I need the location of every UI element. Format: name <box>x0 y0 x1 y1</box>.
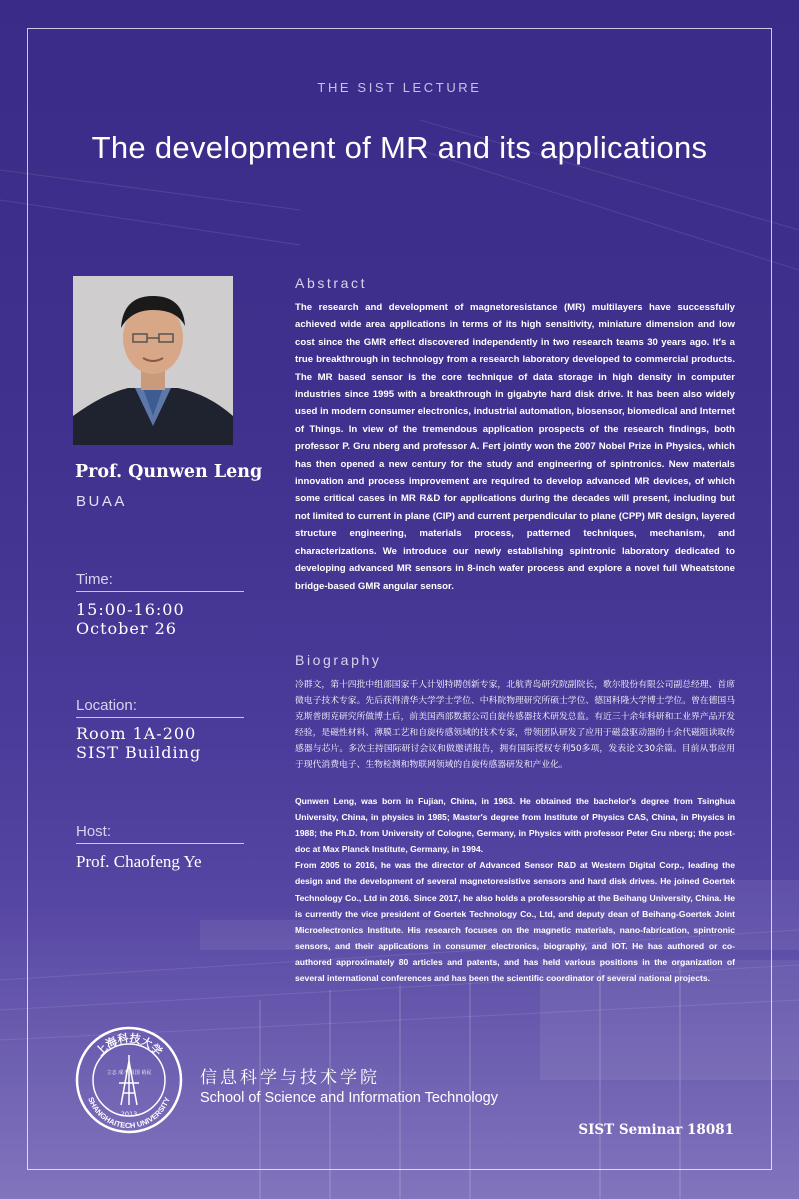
logo-motto: 立志 成才 报国 裕民 <box>106 1070 152 1076</box>
abstract-heading: Abstract <box>295 275 368 291</box>
logo-year: 2013 <box>120 1110 138 1118</box>
time-label: Time: <box>76 571 244 592</box>
abstract-text: The research and development of magnetoresistance (MR) multilayers have successfully achieved wide area applications in terms of its high sensitivity, miniature dimension and low cost since the GMR effect discovered independently in two research teams 30 years ago. It′s a true breakthrough in technology from a research laboratory developed to commercial products. The MR based sensor is the core technique of data storage in high density in computer industries since 1995 with a breakthrough in gigabyte hard disk drive. It has been also widely used in modern consumer electronics, industrial automation, biosensor, biomedical and Internet of Things. In view of the tremendous application prospects of the research findings, both professor P. Gru nberg and professor A. Fert jointly won the 2007 Nobel Prize in Physics, which has then opened a new century for the study and engineering of spintronics. New materials innovation and process improvement are required to develop advanced MR devices, of which some critical cases in MR R&D for applications during the decades will present, including but not limited to current in plane (CIP) and current perpendicular to plane (CPP) MR design, layered structure engineering, materials process, patterned techniques, mechanism, and characterizations. We introduce our newly establishing spintronic laboratory dedicated to developing advanced MR sensors in 8-inch wafer process and explore a novel full Wheatstone bridge-based GMR angular sensor. <box>295 302 735 592</box>
time-value-2: October 26 <box>76 619 177 638</box>
biography-heading: Biography <box>295 652 382 668</box>
lecture-kicker: THE SIST LECTURE <box>317 80 482 95</box>
school-name-cn: 信息科学与技术学院 <box>200 1068 380 1088</box>
location-value-1: Room 1A-200 <box>76 724 197 743</box>
seminar-number: SIST Seminar 18081 <box>578 1122 734 1138</box>
poster-frame <box>27 28 772 1170</box>
speaker-photo <box>73 276 233 445</box>
biography-text-cn: 冷群文，第十四批中组部国家千人计划特聘创新专家，北航青岛研究院副院长，歌尔股份有限公司副总经理、首席微电子技术专家。先后获得清华大学学士学位、中科院物理研究所硕士学位、德国科隆大学博士学位。曾在德国马克斯普朗克研究所做博士后，前美国西部数据公司自旋传感器技术研发总监。有近三十余年科研和工业界产品开发经验，是磁性材料、薄膜工艺和自旋传感领域的技术专家，带领团队研发了应用于磁盘驱动器的十余代磁阻读取传感器与芯片。多次主持国际研讨会议和做邀请报告，拥有国际授权专利50多项，发表论文30余篇。目前从事应用于现代消费电子、生物检测和物联网领域的自旋传感器研发和产业化。 <box>295 680 735 770</box>
school-name-en: School of Science and Information Technology <box>200 1090 498 1106</box>
location-label: Location: <box>76 697 244 718</box>
shanghaitech-logo <box>74 1025 184 1135</box>
logo-top-text: 上海科技大学 <box>93 1031 165 1059</box>
speaker-affiliation: BUAA <box>76 493 127 510</box>
speaker-name: Prof. Qunwen Leng <box>75 462 263 482</box>
portrait-image <box>73 276 233 445</box>
time-value-1: 15:00-16:00 <box>76 600 185 619</box>
biography-text-en <box>295 793 735 986</box>
host-label: Host: <box>76 823 244 844</box>
biography-paragraph-1: Qunwen Leng, was born in Fujian, China, in 1963. He obtained the bachelor′s degree from Tsinghua University, China, in physics in 1985; Master′s degree from Institute of Physics CAS, China, in Physics in 1988; the Ph.D. from University of Cologne, Germany, in Physics with professor Peter Gru nberg; the post-doc at Max Planck Institute, Germany, in 1994. <box>295 796 735 855</box>
logo-side-text: SHANGHAITECH UNIVERSITY <box>86 1095 172 1131</box>
lecture-title: The development of MR and its applications <box>91 130 708 165</box>
host-name: Prof. Chaofeng Ye <box>76 852 202 871</box>
biography-paragraph-2: From 2005 to 2016, he was the director of Advanced Sensor R&D at Western Digital Corp., leading the design and the development of several magnetoresistive sensors and hard disk drives. He joined Goertek Technology Co., Ltd in 2016. Since 2017, he also holds a professorship at the Beihang University, China. He is currently the vice president of Goertek Technology Co., Ltd, and deputy dean of Beihang-Goertek Joint Microelectronics Institute. His research focuses on the magnetic materials, nano-fabrication, spintronic sensors, and their applications in consumer electronics, biography, and IOT. He has authored or co-authored approximately 80 articles and patents, and has held various positions in the organization of several international conferences and has been the scientific coordinator of several national projects. <box>295 860 735 984</box>
location-value-2: SIST Building <box>76 743 202 762</box>
